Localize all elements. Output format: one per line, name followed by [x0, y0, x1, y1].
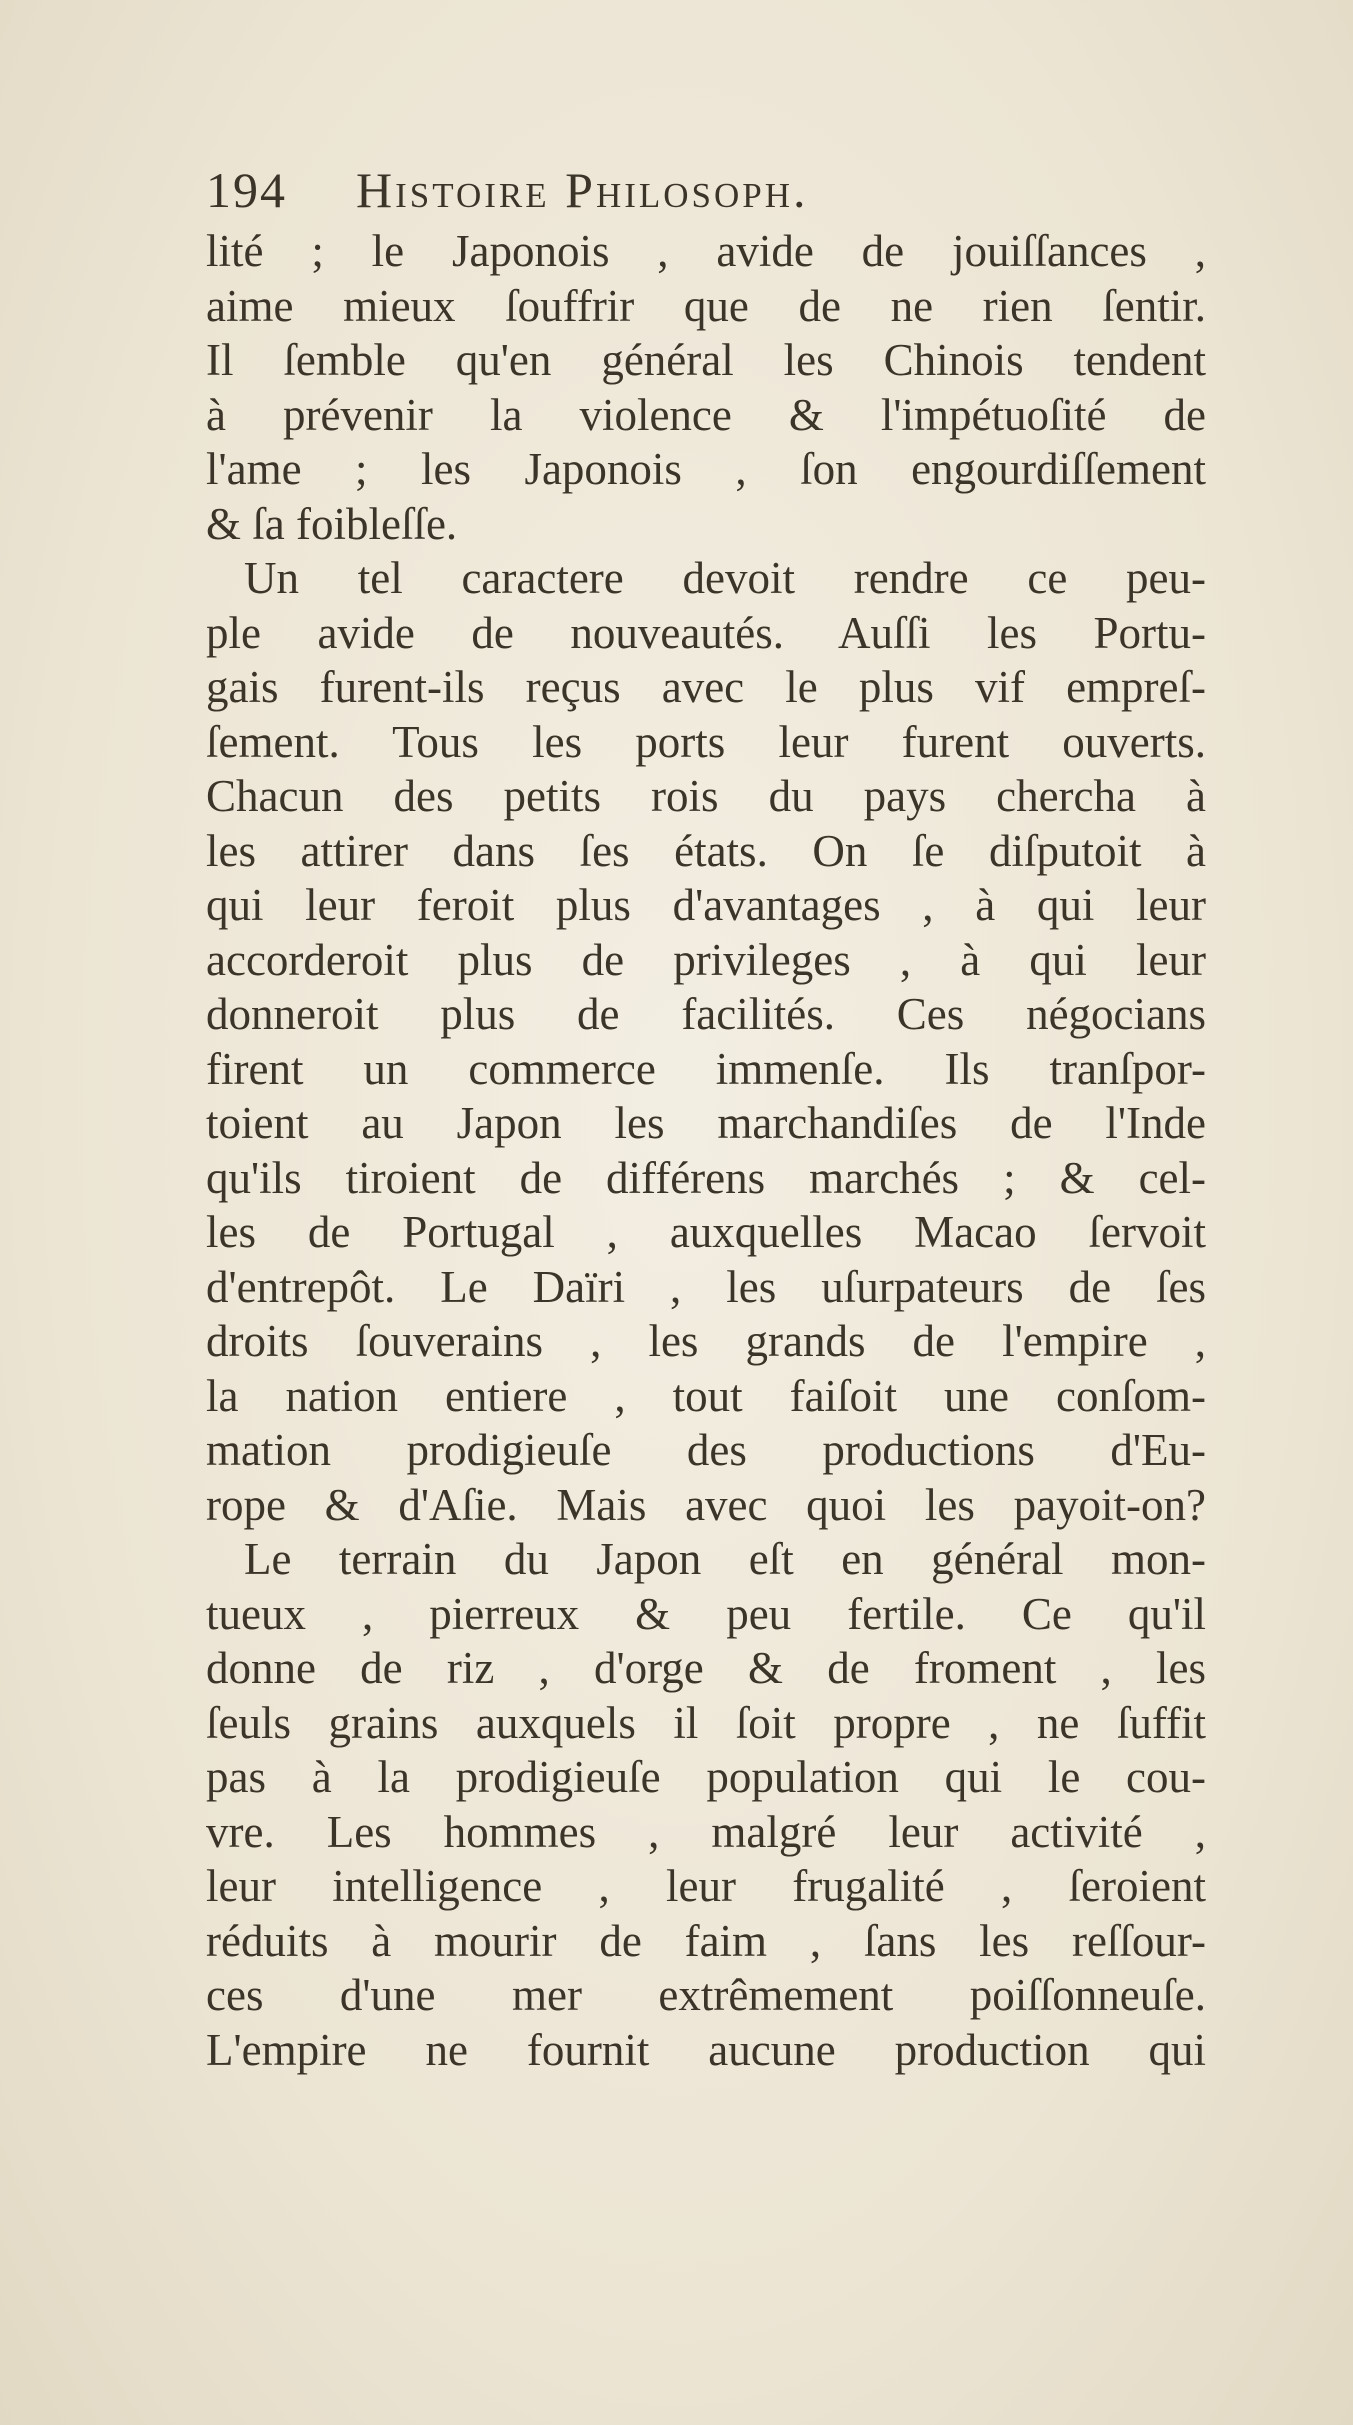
text-line: & ſa foibleſſe.	[206, 498, 458, 549]
text-line: réduits à mourir de faim , ſans les reſſour-	[206, 1915, 1206, 1966]
text-line: pas à la prodigieuſe population qui le cou-	[206, 1752, 1206, 1802]
body-text	[206, 224, 1206, 2077]
text-line: gais furent-ils reçus avec le plus vif empreſ-	[206, 662, 1206, 712]
text-line: Chacun des petits rois du pays chercha à	[206, 771, 1206, 821]
text-line: l'ame ; les Japonois , ſon engourdiſſement	[206, 444, 1206, 494]
text-line: rope & d'Aſie. Mais avec quoi les payoit-on?	[206, 1479, 1206, 1530]
text-line: firent un commerce immenſe. Ils tranſpor-	[206, 1043, 1206, 1094]
text-line: ſeuls grains auxquels il ſoit propre , ne ſuffit	[206, 1697, 1206, 1748]
page-number: 194	[206, 162, 287, 218]
text-line: à prévenir la violence & l'impétuoſité de	[206, 389, 1206, 440]
text-line: vre. Les hommes , malgré leur activité ,	[206, 1806, 1206, 1857]
text-line: accorderoit plus de privileges , à qui leur	[206, 934, 1206, 985]
text-line: aime mieux ſouffrir que de ne rien ſentir.	[206, 280, 1206, 331]
text-line: donneroit plus de facilités. Ces négocians	[206, 989, 1206, 1039]
text-line: leur intelligence , leur frugalité , ſeroient	[206, 1861, 1206, 1911]
page-header	[206, 160, 1206, 220]
text-line: les de Portugal , auxquelles Macao ſervoit	[206, 1207, 1206, 1257]
text-line: la nation entiere , tout faiſoit une conſom-	[206, 1370, 1206, 1421]
text-line: Un tel caractere devoit rendre ce peu-	[244, 553, 1206, 603]
text-line: mation prodigieuſe des productions d'Eu-	[206, 1425, 1206, 1475]
text-line: Le terrain du Japon eſt en général mon-	[244, 1534, 1206, 1584]
text-line: qui leur feroit plus d'avantages , à qui leur	[206, 880, 1206, 930]
text-line: ces d'une mer extrêmement poiſſonneuſe.	[206, 1970, 1206, 2020]
text-line: les attirer dans ſes états. On ſe diſputoit à	[206, 825, 1206, 876]
text-line: donne de riz , d'orge & de froment , les	[206, 1643, 1206, 1693]
text-line: d'entrepôt. Le Daïri , les uſurpateurs de ſes	[206, 1261, 1206, 1312]
text-line: tueux , pierreux & peu fertile. Ce qu'il	[206, 1588, 1206, 1639]
text-line: Il ſemble qu'en général les Chinois tendent	[206, 335, 1206, 385]
text-line: ple avide de nouveautés. Auſſi les Portu-	[206, 607, 1206, 658]
text-line: ſement. Tous les ports leur furent ouverts.	[206, 716, 1206, 767]
text-line: toient au Japon les marchandiſes de l'Inde	[206, 1098, 1206, 1148]
text-line: L'empire ne fournit aucune production qui	[206, 2024, 1206, 2075]
text-line: qu'ils tiroient de différens marchés ; & cel-	[206, 1152, 1206, 1203]
text-line: lité ; le Japonois , avide de jouiſſances ,	[206, 226, 1206, 276]
text-line: droits ſouverains , les grands de l'empire ,	[206, 1316, 1206, 1366]
running-title: Histoire Philosoph.	[356, 162, 809, 218]
